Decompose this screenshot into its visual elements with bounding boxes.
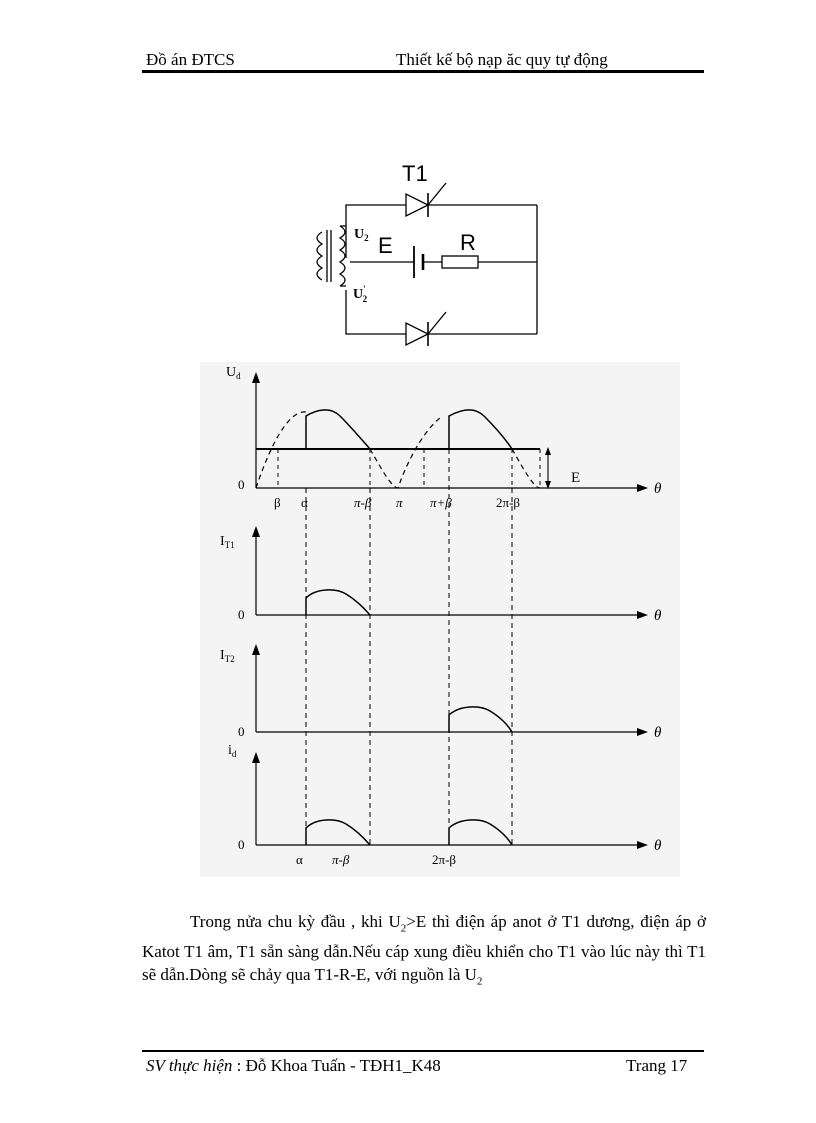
label-u2: $U_2$ bbox=[354, 227, 369, 243]
it2-zero: 0 bbox=[238, 724, 245, 739]
it2-label: $I_{T2}$ bbox=[220, 648, 235, 664]
it2-theta: θ bbox=[654, 725, 662, 741]
label-e: E bbox=[378, 233, 393, 258]
tick-bottom-2pi-minus-beta: 2π-β bbox=[432, 852, 457, 867]
ud-zero: 0 bbox=[238, 477, 245, 492]
ud-theta: θ bbox=[654, 481, 662, 497]
tick-alpha: α bbox=[301, 495, 308, 510]
thyristor-t1 bbox=[406, 194, 428, 216]
thyristor-t2-gate bbox=[428, 312, 446, 334]
thyristor-t1-gate bbox=[428, 183, 446, 205]
header-left: Đồ án ĐTCS bbox=[146, 50, 235, 69]
body-paragraph: Trong nửa chu kỳ đầu , khi $U_2>E$ thì điện áp anot ở T1 dương, điện áp ở Katot T1 âm, T1 sẵn sàng dẫn.Nếu cáp xung điều khiển cho T1 vào lúc này thì T1 sẽ dẫn.Dòng sẽ chảy qua T1-R-E, với nguồn là $U_2$ bbox=[142, 912, 706, 988]
thyristor-t2 bbox=[406, 323, 428, 345]
tick-pi: π bbox=[396, 495, 403, 510]
transformer-secondary bbox=[340, 226, 345, 286]
tick-pi-plus-beta: π+β bbox=[430, 495, 452, 510]
ud-label: $U_d$ bbox=[226, 365, 241, 381]
id-theta: θ bbox=[654, 838, 662, 854]
it1-theta: θ bbox=[654, 608, 662, 624]
circuit-diagram bbox=[317, 183, 537, 346]
label-t1: T1 bbox=[402, 161, 428, 186]
footer-page-number: Trang 17 bbox=[626, 1056, 688, 1075]
it1-zero: 0 bbox=[238, 607, 245, 622]
tick-bottom-alpha: α bbox=[296, 852, 303, 867]
tick-pi-minus-beta: π-β bbox=[354, 495, 372, 510]
header-right: Thiết kế bộ nạp ăc quy tự động bbox=[396, 50, 608, 69]
tick-bottom-pi-minus-beta: π-β bbox=[332, 852, 350, 867]
label-r: R bbox=[460, 230, 476, 255]
resistor bbox=[442, 256, 478, 268]
plot-background bbox=[200, 362, 680, 877]
tick-beta: β bbox=[274, 495, 281, 510]
tick-2pi-minus-beta: 2π-β bbox=[496, 495, 521, 510]
ud-e-label: E bbox=[571, 470, 581, 486]
id-label: $i_d$ bbox=[228, 743, 237, 759]
id-zero: 0 bbox=[238, 837, 245, 852]
it1-label: $I_{T1}$ bbox=[220, 534, 235, 550]
label-u2-prime: U' 2 bbox=[353, 284, 368, 304]
footer-rule bbox=[142, 1050, 704, 1052]
transformer-primary bbox=[317, 232, 322, 280]
footer-author: SV thực hiện : Đỗ Khoa Tuấn - TĐH1_K48 bbox=[146, 1056, 441, 1075]
